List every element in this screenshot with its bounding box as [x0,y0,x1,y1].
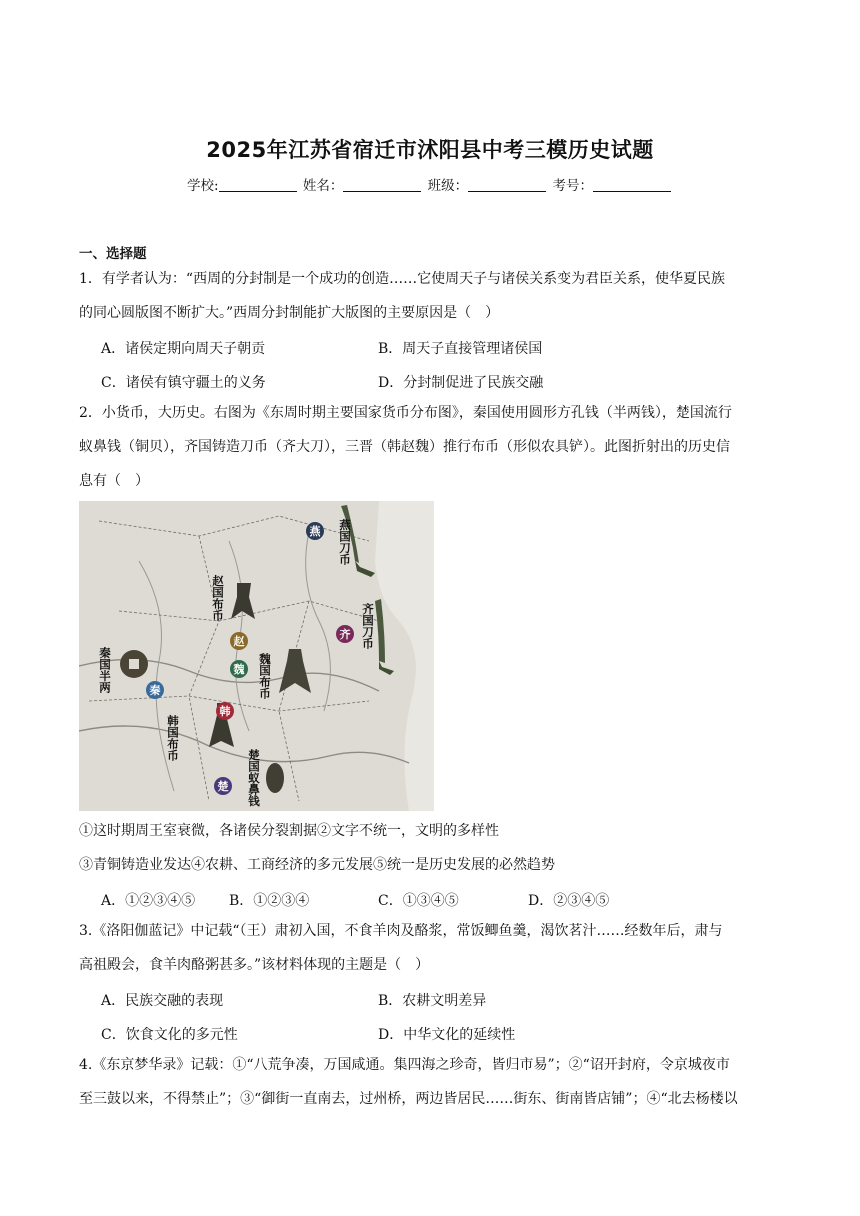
coin-label-wei: 魏国布币 [258,653,272,699]
q4-stem-line1: 4.《东京梦华录》记载：①“八荒争凑，万国咸通。集四海之珍奇，皆归市易”；②“诏开封府，令京城夜市 [79,1057,730,1073]
school-blank[interactable] [219,177,297,192]
q3-stem-line2: 高祖殿会，食羊肉酪粥甚多。”该材料体现的主题是（ ） [79,957,430,973]
q4-stem-line2: 至三鼓以来，不得禁止”；③“御街一直南去，过州桥，两边皆居民……街东、街南皆店铺”；④“北去杨楼以 [79,1091,738,1107]
q1-stem-line1: 1．有学者认为：“西周的分封制是一个成功的创造……它使周天子与诸侯关系变为君臣关系，使华夏民族 [79,271,726,287]
q2-option-a[interactable]: A．①②③④⑤ [101,893,196,909]
q2-statement-line1: ①这时期周王室衰微，各诸侯分裂割据②文字不统一，文明的多样性 [79,823,499,839]
state-badge-label-chu: 楚 [217,780,229,793]
q1-option-c[interactable]: C．诸侯有镇守疆土的义务 [101,375,266,391]
chu-ant-nose-coin-icon [266,763,284,793]
coin-label-qin: 秦国半两 [98,647,112,693]
exam-no-blank[interactable] [593,177,671,192]
q1-option-b[interactable]: B．周天子直接管理诸侯国 [378,341,543,357]
q2-option-b[interactable]: B．①②③④ [229,893,310,909]
q2-stem-line1: 2．小货币，大历史。右图为《东周时期主要国家货币分布图》，秦国使用圆形方孔钱（半两钱），楚国流行 [79,405,732,421]
coin-label-yan: 燕国刀币 [338,519,352,565]
q1-option-d[interactable]: D．分封制促进了民族交融 [378,375,544,391]
q2-statement-line2: ③青铜铸造业发达④农耕、工商经济的多元发展⑤统一是历史发展的必然趋势 [79,857,555,873]
state-badge-label-han: 韩 [219,705,231,718]
q2-stem-line2: 蚁鼻钱（铜贝），齐国铸造刀币（齐大刀），三晋（韩赵魏）推行布币（形似农具铲）。此图折射出的历史信 [79,439,730,455]
exam-no-label: 考号： [552,178,593,194]
class-label: 班级： [427,178,469,194]
currency-distribution-map [79,501,434,811]
state-badge-label-wei: 魏 [233,663,245,676]
coin-label-zhao: 赵国布币 [211,575,225,621]
q1-stem-line2: 的同心圆版图不断扩大。”西周分封制能扩大版图的主要原因是（ ） [79,305,500,321]
q3-option-d[interactable]: D．中华文化的延续性 [378,1027,516,1043]
coin-label-han: 韩国布币 [166,715,180,761]
q3-option-a[interactable]: A．民族交融的表现 [101,993,224,1009]
q3-option-b[interactable]: B．农耕文明差异 [378,993,487,1009]
q2-option-c[interactable]: C．①③④⑤ [378,893,459,909]
coin-label-qi: 齐国刀币 [361,603,375,649]
student-info-line [0,174,860,194]
state-badge-label-yan: 燕 [309,525,321,538]
q2-stem-line3: 息有（ ） [79,473,149,489]
state-badge-label-qin: 秦 [149,684,161,697]
q1-option-a[interactable]: A．诸侯定期向周天子朝贡 [101,341,266,357]
state-badge-label-qi: 齐 [339,628,351,641]
q3-option-c[interactable]: C．饮食文化的多元性 [101,1027,238,1043]
q3-stem-line1: 3.《洛阳伽蓝记》中记载“（王）肃初入国，不食羊肉及酪浆，常饭鲫鱼羹，渴饮茗汁……经数年后，肃与 [79,923,723,939]
school-label: 学校: [187,178,219,194]
section-heading: 一、选择题 [79,246,147,262]
coin-label-chu: 楚国蚁鼻钱 [247,749,261,807]
state-badge-label-zhao: 赵 [233,635,245,648]
exam-title: 2025年江苏省宿迁市沭阳县中考三模历史试题 [206,138,654,162]
qin-ban-liang-coin-icon [120,650,148,678]
q2-option-d[interactable]: D．②③④⑤ [528,893,610,909]
class-blank[interactable] [468,177,546,192]
name-blank[interactable] [343,177,421,192]
name-label: 姓名： [302,178,344,194]
